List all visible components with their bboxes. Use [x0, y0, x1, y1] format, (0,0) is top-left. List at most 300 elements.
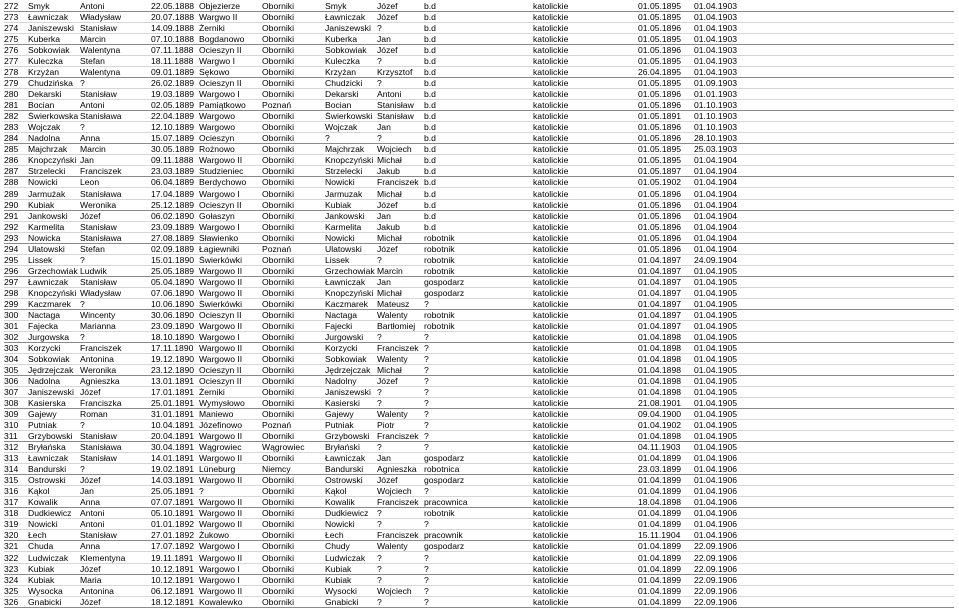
cell-no: 304	[4, 354, 19, 364]
cell-surname: Bryłańska	[28, 443, 66, 453]
cell-date-to: 01.04.1905	[694, 388, 738, 398]
cell-name: ?	[80, 465, 85, 475]
cell-date-to: 01.04.1905	[694, 343, 738, 353]
cell-father-name: Wojciech	[377, 487, 412, 497]
cell-date-to: 01.04.1906	[694, 476, 738, 486]
cell-status: gospodarz	[424, 288, 465, 298]
cell-no: 325	[4, 586, 19, 596]
cell-status: b.d	[424, 222, 436, 232]
cell-date: 23.12.1890	[151, 365, 195, 375]
cell-district: Oborniki	[262, 310, 294, 320]
cell-date-from: 15.11.1904	[638, 531, 681, 541]
cell-district: Oborniki	[262, 255, 294, 265]
cell-name: ?	[80, 79, 85, 89]
cell-father-name: Franciszek	[377, 178, 419, 188]
cell-father-name: ?	[377, 134, 382, 144]
cell-status: robotnik	[424, 233, 455, 243]
cell-surname: Grzechowiak	[28, 266, 78, 276]
cell-date-to: 01.04.1903	[694, 68, 738, 78]
cell-date-to: 01.04.1904	[694, 189, 738, 199]
cell-religion: katolickie	[533, 388, 569, 398]
cell-religion: katolickie	[533, 509, 569, 519]
cell-date-to: 01.04.1905	[694, 354, 738, 364]
cell-place: Wągrowiec	[199, 443, 242, 453]
cell-no: 314	[4, 465, 19, 475]
cell-no: 282	[4, 112, 19, 122]
cell-no: 299	[4, 299, 19, 309]
cell-no: 309	[4, 410, 19, 420]
cell-name: Klementyna	[80, 553, 126, 563]
cell-father-surname: Kubiak	[325, 575, 352, 585]
cell-district: Niemcy	[262, 465, 291, 475]
cell-district: Oborniki	[262, 575, 294, 585]
cell-name: Józef	[80, 211, 101, 221]
cell-surname: Kasierska	[28, 399, 66, 409]
cell-date-to: 01.04.1906	[694, 509, 738, 519]
cell-religion: katolickie	[533, 575, 569, 585]
cell-date-from: 01.04.1897	[638, 310, 682, 320]
cell-place: Wargowo II	[199, 454, 243, 464]
cell-father-name: Piotr	[377, 421, 395, 431]
cell-father-surname: Karmelita	[325, 222, 362, 232]
cell-place: Wargowo II	[199, 321, 243, 331]
cell-place: Wargowo II	[199, 498, 243, 508]
cell-district: Oborniki	[262, 586, 294, 596]
cell-date-from: 01.05.1896	[638, 211, 682, 221]
cell-father-name: Antoni	[377, 90, 402, 100]
cell-religion: katolickie	[533, 542, 569, 552]
cell-no: 322	[4, 553, 19, 563]
cell-date-to: 01.04.1906	[694, 487, 738, 497]
cell-religion: katolickie	[533, 332, 569, 342]
cell-place: Wargowo II	[199, 509, 243, 519]
cell-surname: Kubiak	[28, 575, 55, 585]
cell-father-surname: Nactaga	[325, 310, 358, 320]
cell-surname: Gajewy	[28, 410, 57, 420]
cell-surname: Ludwiczak	[28, 553, 69, 563]
cell-district: Oborniki	[262, 266, 294, 276]
cell-religion: katolickie	[533, 277, 569, 287]
cell-father-surname: Gajewy	[325, 410, 354, 420]
cell-date-to: 24.09.1904	[694, 255, 738, 265]
cell-date: 25.01.1891	[151, 399, 195, 409]
cell-surname: Nowicki	[28, 178, 58, 188]
cell-date-to: 01.04.1904	[694, 167, 738, 177]
cell-name: Stanisław	[80, 222, 117, 232]
cell-place: Ocieszyn II	[199, 377, 242, 387]
cell-date-from: 18.04.1898	[638, 498, 682, 508]
cell-father-surname: Wojczak	[325, 123, 358, 133]
cell-surname: Knopczyński	[28, 156, 77, 166]
cell-place: Wargowo I	[199, 189, 240, 199]
cell-religion: katolickie	[533, 123, 569, 133]
cell-no: 290	[4, 200, 19, 210]
cell-father-name: Walenty	[377, 310, 408, 320]
cell-name: Leon	[80, 178, 100, 188]
cell-date-from: 01.05.1896	[638, 200, 682, 210]
cell-date: 09.11.1888	[151, 156, 194, 166]
cell-date-from: 01.04.1899	[638, 597, 682, 607]
cell-place: Wargowo II	[199, 520, 243, 530]
cell-father-surname: Chudzicki	[325, 79, 363, 89]
cell-status: b.d	[424, 90, 436, 100]
cell-status: robotnik	[424, 244, 455, 254]
cell-surname: Bocian	[28, 101, 55, 111]
cell-status: robotnik	[424, 255, 455, 265]
cell-surname: Janiszewski	[28, 24, 74, 34]
cell-no: 312	[4, 443, 19, 453]
cell-religion: katolickie	[533, 233, 569, 243]
cell-place: Sękowo	[199, 68, 230, 78]
cell-date: 27.08.1889	[151, 233, 195, 243]
cell-place: Wargowo I	[199, 332, 240, 342]
cell-no: 317	[4, 498, 19, 508]
cell-name: Stanisław	[80, 24, 117, 34]
cell-father-name: Michał	[377, 365, 402, 375]
cell-place: Świerkówki	[199, 299, 242, 309]
cell-surname: Majchrzak	[28, 145, 68, 155]
cell-district: Oborniki	[262, 288, 294, 298]
cell-no: 275	[4, 35, 19, 45]
cell-name: Józef	[80, 388, 101, 398]
cell-surname: Wojczak	[28, 123, 61, 133]
cell-date-from: 01.04.1899	[638, 476, 682, 486]
cell-name: Ludwik	[80, 266, 107, 276]
cell-religion: katolickie	[533, 365, 569, 375]
cell-religion: katolickie	[533, 90, 569, 100]
cell-date-from: 01.05.1895	[638, 79, 682, 89]
cell-date-from: 21.08.1901	[638, 399, 682, 409]
cell-date: 22.05.1888	[151, 2, 195, 11]
cell-father-surname: Łech	[325, 531, 344, 541]
cell-religion: katolickie	[533, 13, 569, 23]
cell-father-surname: Ławniczak	[325, 13, 366, 23]
cell-status: b.d	[424, 57, 436, 67]
cell-surname: Gnabicki	[28, 597, 62, 607]
cell-father-surname: Jarmuzak	[325, 189, 363, 199]
cell-date: 25.05.1889	[151, 266, 195, 276]
cell-father-surname: Knopczyński	[325, 156, 374, 166]
cell-father-surname: Ludwiczak	[325, 553, 366, 563]
cell-status: b.d	[424, 167, 436, 177]
cell-father-name: Jan	[377, 123, 391, 133]
cell-place: Wargwo II	[199, 13, 238, 23]
cell-date-from: 01.05.1896	[638, 233, 682, 243]
cell-place: Wargowo II	[199, 553, 243, 563]
cell-father-surname: Knopczyński	[325, 288, 374, 298]
cell-name: ?	[80, 332, 85, 342]
cell-father-name: Jan	[377, 454, 391, 464]
cell-place: Kowalewko	[199, 597, 243, 607]
cell-status: b.d	[424, 189, 436, 199]
cell-religion: katolickie	[533, 421, 569, 431]
cell-name: Józef	[80, 597, 101, 607]
cell-religion: katolickie	[533, 35, 569, 45]
cell-father-name: Stanisław	[377, 112, 414, 122]
cell-district: Oborniki	[262, 68, 294, 78]
cell-date-from: 01.04.1898	[638, 365, 682, 375]
cell-father-name: Michał	[377, 189, 402, 199]
cell-status: b.d	[424, 68, 436, 78]
cell-father-name: Wojciech	[377, 586, 412, 596]
cell-father-name: Józef	[377, 244, 398, 254]
cell-religion: katolickie	[533, 211, 569, 221]
cell-date: 19.12.1890	[151, 354, 195, 364]
cell-date-to: 01.10.1903	[694, 101, 738, 111]
cell-name: Agnieszka	[80, 377, 120, 387]
cell-father-name: Józef	[377, 377, 398, 387]
cell-date-to: 01.09.1903	[694, 79, 738, 89]
cell-surname: Kaczmarek	[28, 299, 71, 309]
cell-status: ?	[424, 343, 429, 353]
cell-name: Franciszka	[80, 399, 122, 409]
cell-place: Żerniki	[199, 388, 225, 398]
cell-father-surname: Kaczmarek	[325, 299, 368, 309]
cell-religion: katolickie	[533, 487, 569, 497]
cell-no: 280	[4, 90, 19, 100]
cell-date-from: 01.05.1891	[638, 112, 682, 122]
cell-date-from: 01.04.1899	[638, 553, 682, 563]
cell-surname: Nactaga	[28, 310, 61, 320]
cell-district: Oborniki	[262, 509, 294, 519]
cell-religion: katolickie	[533, 189, 569, 199]
cell-status: gospodarz	[424, 542, 465, 552]
cell-name: Maria	[80, 575, 102, 585]
cell-date-from: 01.05.1896	[638, 189, 682, 199]
cell-district: Oborniki	[262, 520, 294, 530]
cell-religion: katolickie	[533, 46, 569, 56]
cell-place: Wargwo I	[199, 57, 235, 67]
cell-surname: Kuberka	[28, 35, 61, 45]
cell-status: b.d	[424, 46, 436, 56]
cell-district: Oborniki	[262, 354, 294, 364]
cell-surname: Smyk	[28, 2, 50, 11]
cell-name: Stanisław	[80, 432, 117, 442]
cell-no: 291	[4, 211, 19, 221]
cell-place: Wargowo II	[199, 343, 243, 353]
cell-date: 12.10.1889	[151, 123, 195, 133]
cell-status: b.d	[424, 211, 436, 221]
cell-father-name: ?	[377, 509, 382, 519]
cell-father-name: Bartłomiej	[377, 321, 416, 331]
cell-father-surname: Bandurski	[325, 465, 364, 475]
cell-district: Oborniki	[262, 476, 294, 486]
cell-name: Antoni	[80, 101, 105, 111]
cell-name: Jan	[80, 487, 94, 497]
cell-district: Poznań	[262, 244, 292, 254]
cell-name: Stanisława	[80, 233, 122, 243]
cell-father-surname: Jankowski	[325, 211, 365, 221]
cell-father-surname: Gnabicki	[325, 597, 359, 607]
cell-surname: Nowicki	[28, 520, 58, 530]
cell-father-surname: Ulatowski	[325, 244, 362, 254]
cell-father-surname: Ostrowski	[325, 476, 363, 486]
cell-place: Żukowo	[199, 531, 230, 541]
cell-district: Oborniki	[262, 46, 294, 56]
cell-no: 281	[4, 101, 19, 111]
cell-name: Stanisław	[80, 90, 117, 100]
cell-date-from: 01.04.1899	[638, 520, 682, 530]
cell-status: ?	[424, 432, 429, 442]
cell-religion: katolickie	[533, 24, 569, 34]
cell-status: ?	[424, 597, 429, 607]
cell-no: 274	[4, 24, 19, 34]
cell-date-from: 01.04.1898	[638, 432, 682, 442]
cell-date: 05.04.1890	[151, 277, 195, 287]
cell-father-surname: Kąkol	[325, 487, 347, 497]
cell-place: ?	[199, 487, 204, 497]
cell-district: Oborniki	[262, 13, 294, 23]
cell-father-name: Walenty	[377, 410, 408, 420]
cell-date-to: 22.09.1906	[694, 553, 738, 563]
cell-place: Wargowo I	[199, 222, 240, 232]
cell-district: Oborniki	[262, 377, 294, 387]
cell-surname: Nowicka	[28, 233, 61, 243]
cell-date-from: 01.05.1896	[638, 123, 682, 133]
cell-district: Oborniki	[262, 531, 294, 541]
cell-no: 287	[4, 167, 19, 177]
cell-date-from: 01.04.1898	[638, 388, 682, 398]
cell-date: 01.01.1892	[151, 520, 195, 530]
cell-no: 286	[4, 156, 19, 166]
cell-no: 303	[4, 343, 19, 353]
cell-religion: katolickie	[533, 101, 569, 111]
cell-father-surname: Fajecki	[325, 321, 353, 331]
cell-date: 18.12.1891	[151, 597, 195, 607]
cell-father-name: ?	[377, 388, 382, 398]
cell-date-to: 01.04.1904	[694, 222, 738, 232]
cell-place: Ocieszyn II	[199, 79, 242, 89]
cell-no: 294	[4, 244, 19, 254]
cell-place: Wargowo II	[199, 288, 243, 298]
cell-no: 306	[4, 377, 19, 387]
cell-date-from: 01.05.1895	[638, 57, 682, 67]
cell-district: Poznań	[262, 101, 292, 111]
cell-date-to: 01.04.1903	[694, 46, 738, 56]
cell-religion: katolickie	[533, 310, 569, 320]
cell-father-surname: Kasierski	[325, 399, 360, 409]
cell-district: Oborniki	[262, 432, 294, 442]
cell-date-to: 01.04.1906	[694, 520, 738, 530]
cell-religion: katolickie	[533, 68, 569, 78]
cell-surname: Chuda	[28, 542, 54, 552]
cell-name: Władysław	[80, 288, 122, 298]
cell-status: ?	[424, 365, 429, 375]
cell-place: Wargowo I	[199, 542, 240, 552]
cell-no: 283	[4, 123, 19, 133]
cell-status: ?	[424, 564, 429, 574]
cell-date-to: 01.04.1904	[694, 156, 738, 166]
cell-father-name: Józef	[377, 46, 398, 56]
cell-date-from: 01.05.1895	[638, 35, 682, 45]
cell-surname: Ulatowski	[28, 244, 65, 254]
cell-father-surname: Janiszewski	[325, 388, 371, 398]
cell-surname: Krzyżan	[28, 68, 60, 78]
cell-status: b.d	[424, 2, 436, 11]
cell-date-to: 01.04.1903	[694, 13, 738, 23]
cell-father-name: Stanisław	[377, 101, 414, 111]
cell-date: 07.11.1888	[151, 46, 194, 56]
cell-date: 27.01.1892	[151, 531, 195, 541]
cell-place: Sławienko	[199, 233, 239, 243]
cell-status: ?	[424, 332, 429, 342]
cell-name: Franciszek	[80, 167, 122, 177]
cell-date: 15.01.1890	[151, 255, 195, 265]
cell-place: Objezierze	[199, 2, 241, 11]
cell-date: 10.04.1891	[151, 421, 195, 431]
cell-father-name: Jan	[377, 277, 391, 287]
cell-date: 14.03.1891	[151, 476, 195, 486]
cell-date-from: 26.04.1895	[638, 68, 682, 78]
cell-no: 300	[4, 310, 19, 320]
cell-surname: Karmelita	[28, 222, 65, 232]
cell-name: Stanisława	[80, 189, 122, 199]
cell-date-to: 01.04.1906	[694, 498, 738, 508]
cell-date-to: 01.04.1905	[694, 399, 738, 409]
cell-date-from: 01.04.1899	[638, 564, 682, 574]
cell-name: ?	[80, 421, 85, 431]
cell-father-surname: Jędrzejczak	[325, 365, 371, 375]
cell-date-to: 22.09.1906	[694, 542, 738, 552]
cell-father-name: Walenty	[377, 542, 408, 552]
cell-date-to: 01.04.1905	[694, 365, 738, 375]
cell-name: Anna	[80, 542, 101, 552]
cell-status: b.d	[424, 24, 436, 34]
cell-no: 285	[4, 145, 19, 155]
cell-status: ?	[424, 520, 429, 530]
cell-date: 30.04.1891	[151, 443, 195, 453]
cell-district: Oborniki	[262, 388, 294, 398]
cell-name: Stefan	[80, 57, 105, 67]
cell-district: Oborniki	[262, 553, 294, 563]
cell-place: Gołaszyn	[199, 211, 235, 221]
cell-religion: katolickie	[533, 299, 569, 309]
cell-place: Maniewo	[199, 410, 234, 420]
cell-date-from: 23.03.1899	[638, 465, 682, 475]
cell-religion: katolickie	[533, 597, 569, 607]
cell-place: Ocieszyn II	[199, 200, 242, 210]
cell-religion: katolickie	[533, 531, 569, 541]
cell-date: 10.06.1890	[151, 299, 195, 309]
cell-date-from: 01.05.1896	[638, 222, 682, 232]
cell-name: Weronika	[80, 200, 117, 210]
cell-no: 321	[4, 542, 19, 552]
cell-status: ?	[424, 388, 429, 398]
cell-father-name: Józef	[377, 13, 398, 23]
cell-status: b.d	[424, 178, 436, 188]
cell-place: Ocieszyn II	[199, 365, 242, 375]
cell-date-from: 01.04.1897	[638, 321, 682, 331]
cell-no: 320	[4, 531, 19, 541]
cell-date-from: 01.04.1899	[638, 575, 682, 585]
cell-father-name: Jan	[377, 35, 391, 45]
cell-religion: katolickie	[533, 564, 569, 574]
cell-name: Stanisława	[80, 443, 122, 453]
cell-surname: Sobkowiak	[28, 354, 70, 364]
cell-date-from: 01.05.1895	[638, 156, 682, 166]
cell-district: Oborniki	[262, 332, 294, 342]
cell-status: ?	[424, 410, 429, 420]
cell-father-name: Jan	[377, 211, 391, 221]
cell-date: 10.12.1891	[151, 564, 195, 574]
cell-surname: Korzycki	[28, 343, 61, 353]
cell-place: Łagiewniki	[199, 244, 240, 254]
cell-no: 278	[4, 68, 19, 78]
cell-date-from: 01.04.1897	[638, 277, 682, 287]
cell-date-to: 01.04.1905	[694, 421, 738, 431]
cell-religion: katolickie	[533, 586, 569, 596]
cell-status: ?	[424, 575, 429, 585]
